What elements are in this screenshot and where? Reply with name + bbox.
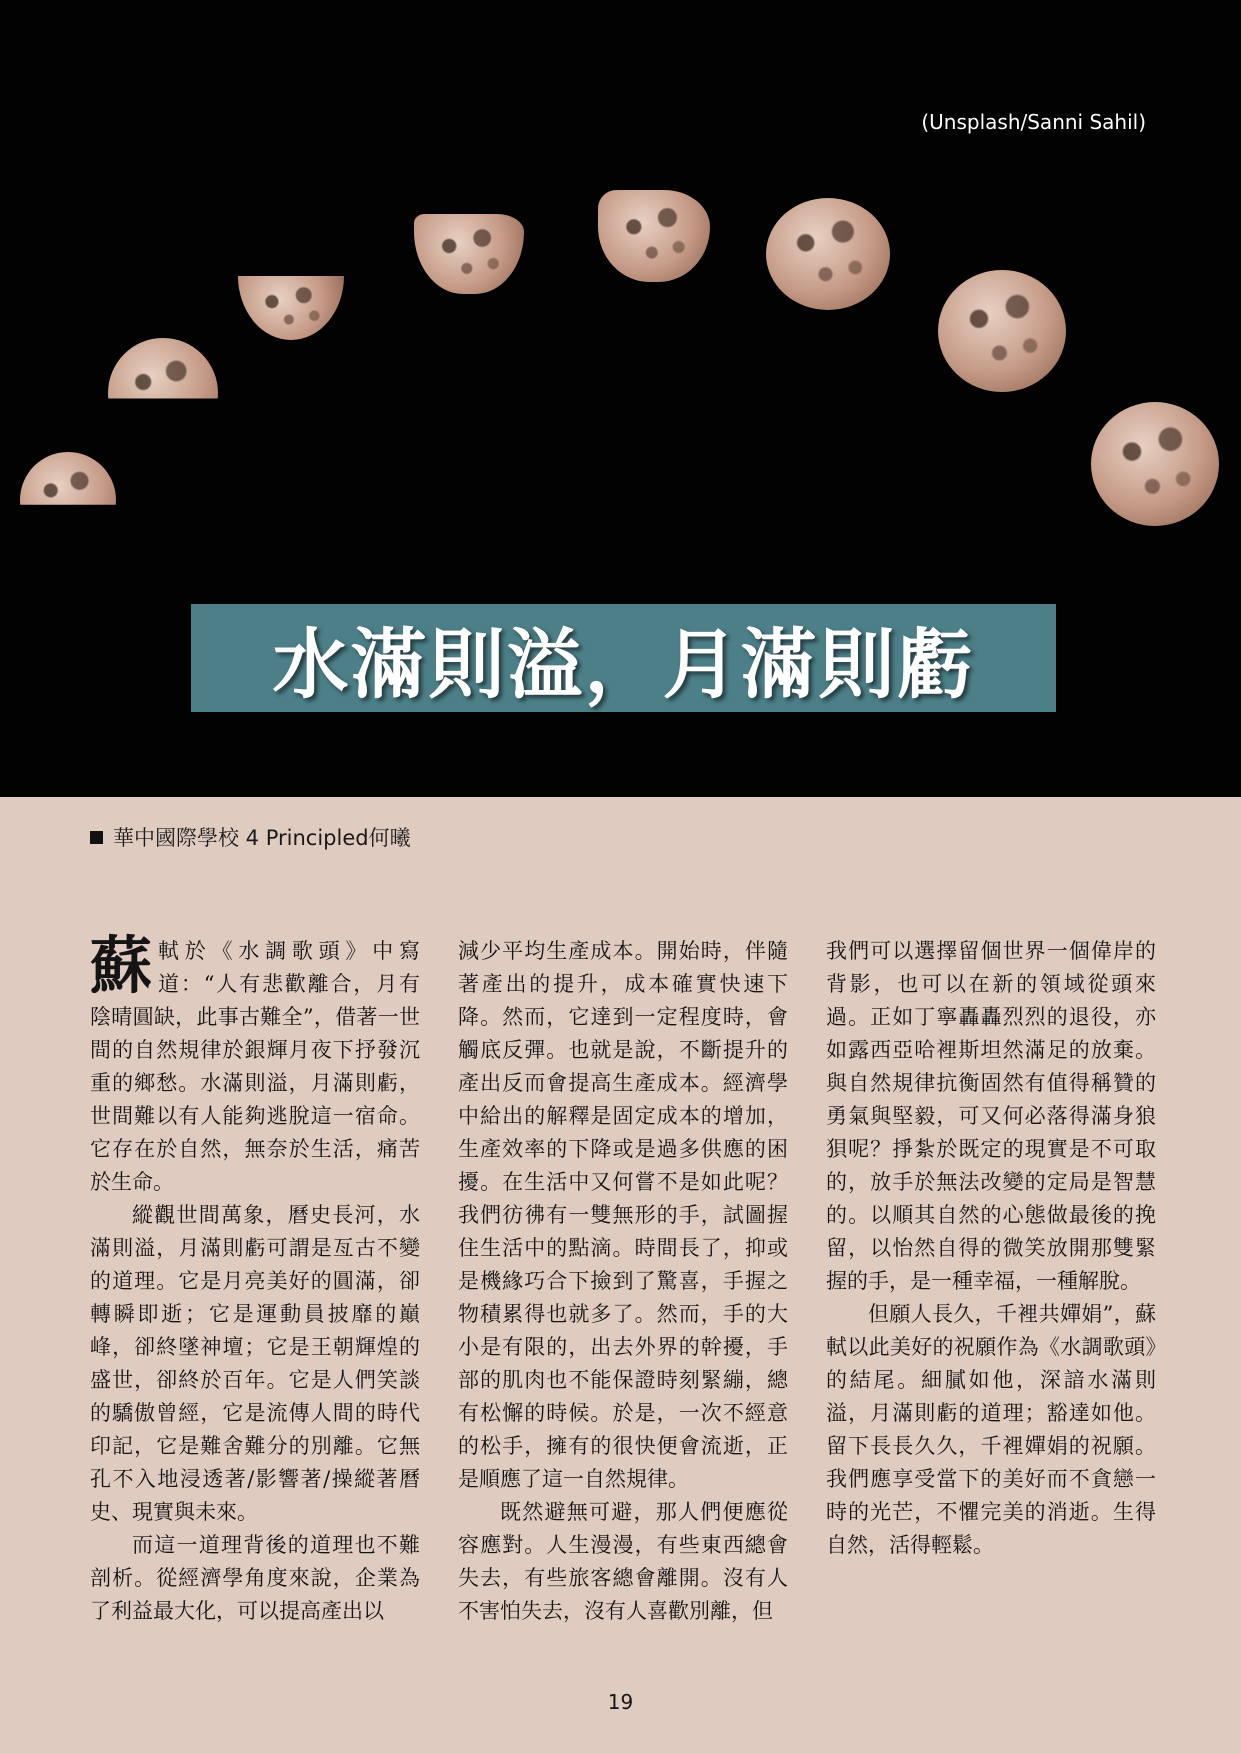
moon-phase-7 — [938, 270, 1066, 392]
drop-cap: 蘇 — [90, 929, 153, 1002]
moon-phase-6 — [766, 198, 890, 310]
byline — [90, 822, 411, 852]
paragraph — [90, 929, 420, 1199]
photo-credit: (Unsplash/Sanni Sahil) — [921, 110, 1146, 134]
author-credit: 華中國際學校 4 Principled何曦 — [113, 826, 411, 850]
moon-phase-4 — [414, 214, 524, 294]
moon-phase-1 — [20, 452, 116, 548]
moon-phase-2 — [108, 338, 218, 448]
article-column-1 — [90, 929, 420, 1628]
paragraph-text: 軾於《水調歌頭》中寫道：“人有悲歡離合，月有陰晴圓缺，此事古難全”，借著一世間的自然規律於銀輝月夜下抒發沉重的鄉愁。水滿則溢，月滿則虧，世間難以有人能夠逃脫這一宿命。它存在於自然，無奈於生活，痛苦於生命。 — [90, 939, 420, 1194]
title-banner — [191, 604, 1056, 712]
paragraph: 我們可以選擇留個世界一個偉岸的背影，也可以在新的領域從頭來過。正如丁寧轟轟烈烈的退役，亦如露西亞哈裡斯坦然滿足的放棄。與自然規律抗衡固然有值得稱贊的勇氣與堅毅，可又何必落得滿身狼狽呢？掙紮於既定的現實是不可取的，放手於無法改變的定局是智慧的。以順其自然的心態做最後的挽留，以怡然自得的微笑放開那雙緊握的手，是一種幸福，一種解脫。 — [826, 939, 1156, 1293]
paragraph: 縱觀世間萬象，曆史長河，水滿則溢，月滿則虧可謂是亙古不變的道理。它是月亮美好的圓滿，卻轉瞬即逝；它是運動員披靡的巔峰，卻終墜神壇；它是王朝輝煌的盛世，卻終於百年。它是人們笑談的驕傲曾經，它是流傳人間的時代印記，它是難舍難分的別離。它無孔不入地浸透著/影響著/操縱著曆史、現實與未來。 — [90, 1203, 420, 1524]
article-column-2 — [458, 935, 788, 1628]
paragraph: 減少平均生產成本。開始時，伴隨著產出的提升，成本確實快速下降。然而，它達到一定程度時，會觸底反彈。也就是說，不斷提升的產出反而會提高生產成本。經濟學中給出的解釋是固定成本的增加，生產效率的下降或是過多供應的困擾。在生活中又何嘗不是如此呢？我們彷彿有一雙無形的手，試圖握住生活中的點滴。時間長了，抑或是機緣巧合下撿到了驚喜，手握之物積累得也就多了。然而，手的大小是有限的，出去外界的幹擾，手部的肌肉也不能保證時刻緊繃，總有松懈的時候。於是，一次不經意的松手，擁有的很快便會流逝，正是順應了這一自然規律。 — [458, 939, 788, 1491]
page-number: 19 — [607, 1690, 634, 1714]
moon-phase-5 — [598, 190, 710, 282]
paragraph: 而這一道理背後的道理也不難剖析。從經濟學角度來說，企業為了利益最大化，可以提高產出以 — [90, 1533, 420, 1623]
hero-photo — [0, 0, 1241, 797]
page-title: 水滿則溢，月滿則虧 — [272, 619, 975, 709]
article-column-3 — [826, 935, 1156, 1562]
moon-phase-3 — [238, 276, 344, 340]
paragraph: 既然避無可避，那人們便應從容應對。人生漫漫，有些東西總會失去，有些旅客總會離開。沒有人不害怕失去，沒有人喜歡別離，但 — [458, 1500, 788, 1623]
moon-phase-8 — [1091, 402, 1219, 526]
paragraph: 但願人長久，千裡共嬋娟”，蘇軾以此美好的祝願作為《水調歌頭》的結尾。細膩如他，深諳水滿則溢，月滿則虧的道理；豁達如他。留下長長久久，千裡嬋娟的祝願。我們應享受當下的美好而不貪戀一時的光芒，不懼完美的消逝。生得自然，活得輕鬆。 — [826, 1302, 1156, 1557]
square-bullet-icon — [90, 831, 103, 844]
